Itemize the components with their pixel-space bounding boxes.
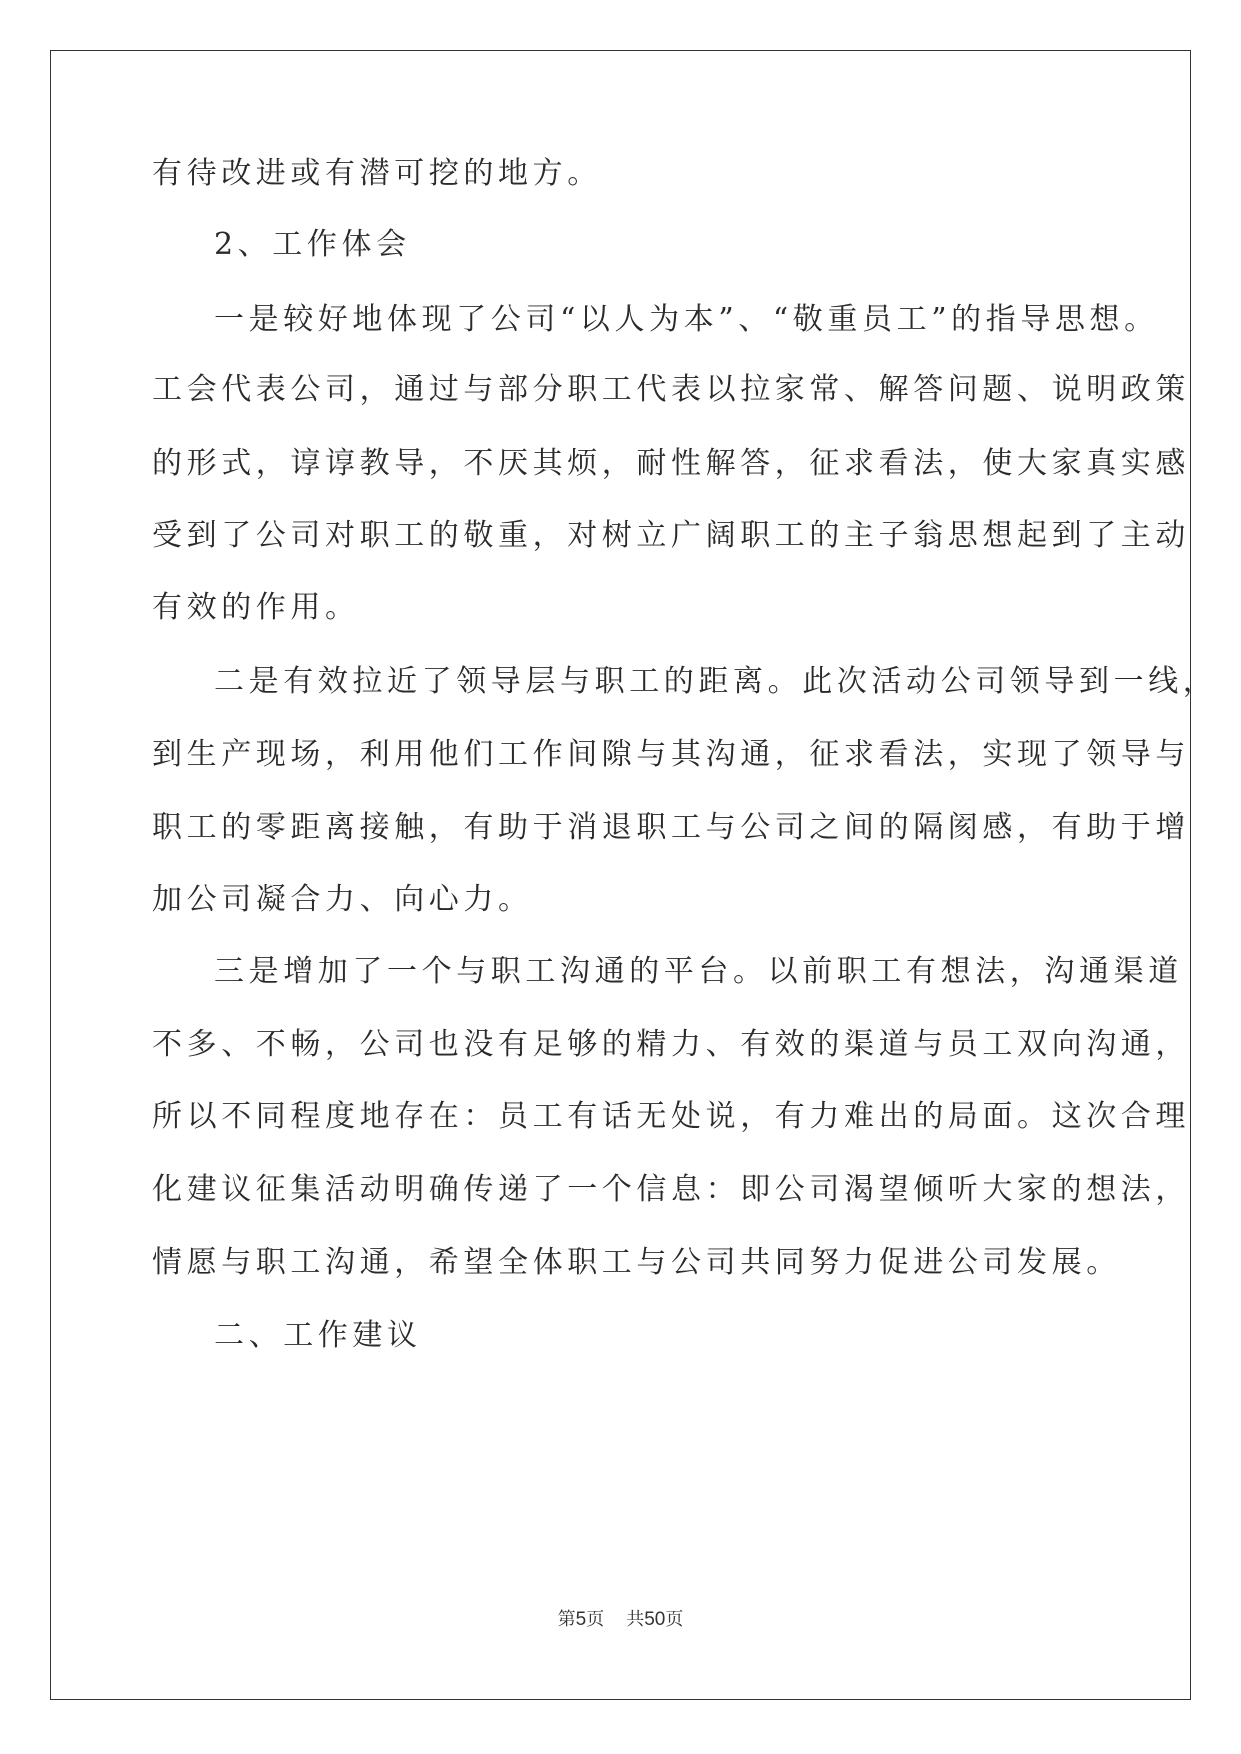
page-suffix: 页 [586, 1609, 605, 1630]
text-line: 加公司凝合力、向心力。 [152, 882, 533, 917]
section-heading: 二、工作建议 [214, 1318, 422, 1353]
text-line: 职工的零距离接触，有助于消退职工与公司之间的隔阂感，有助于增 [152, 810, 1190, 845]
text-line: 的形式，谆谆教导，不厌其烦，耐性解答，征求看法，使大家真实感 [152, 446, 1190, 481]
text-line: 有效的作用。 [152, 590, 360, 625]
page-border [50, 50, 1191, 1700]
text-line: 有待改进或有潜可挖的地方。 [152, 156, 602, 191]
paragraph-line: 一是较好地体现了公司“以人为本”、“敬重员工”的指导思想。 [214, 302, 1159, 337]
page-number: 5 [575, 1609, 587, 1630]
paragraph-line: 二是有效拉近了领导层与职工的距离。此次活动公司领导到一线， [214, 664, 1218, 699]
total-pages: 50 [644, 1609, 666, 1630]
text-line: 受到了公司对职工的敬重，对树立广阔职工的主子翁思想起到了主动 [152, 518, 1190, 553]
total-prefix: 共 [626, 1609, 645, 1630]
section-heading: 2、工作体会 [214, 227, 411, 262]
text-line: 所以不同程度地存在：员工有话无处说，有力难出的局面。这次合理 [152, 1099, 1190, 1134]
text-line: 情愿与职工沟通，希望全体职工与公司共同努力促进公司发展。 [152, 1245, 1121, 1280]
text-line: 不多、不畅，公司也没有足够的精力、有效的渠道与员工双向沟通， [152, 1027, 1190, 1062]
text-line: 工会代表公司，通过与部分职工代表以拉家常、解答问题、说明政策 [152, 372, 1190, 407]
page-prefix: 第 [557, 1609, 576, 1630]
page-footer [0, 1608, 1241, 1632]
text-line: 化建议征集活动明确传递了一个信息：即公司渴望倾听大家的想法， [152, 1172, 1190, 1207]
total-suffix: 页 [665, 1609, 684, 1630]
paragraph-line: 三是增加了一个与职工沟通的平台。以前职工有想法，沟通渠道 [214, 954, 1183, 989]
text-line: 到生产现场，利用他们工作间隙与其沟通，征求看法，实现了领导与 [152, 737, 1190, 772]
